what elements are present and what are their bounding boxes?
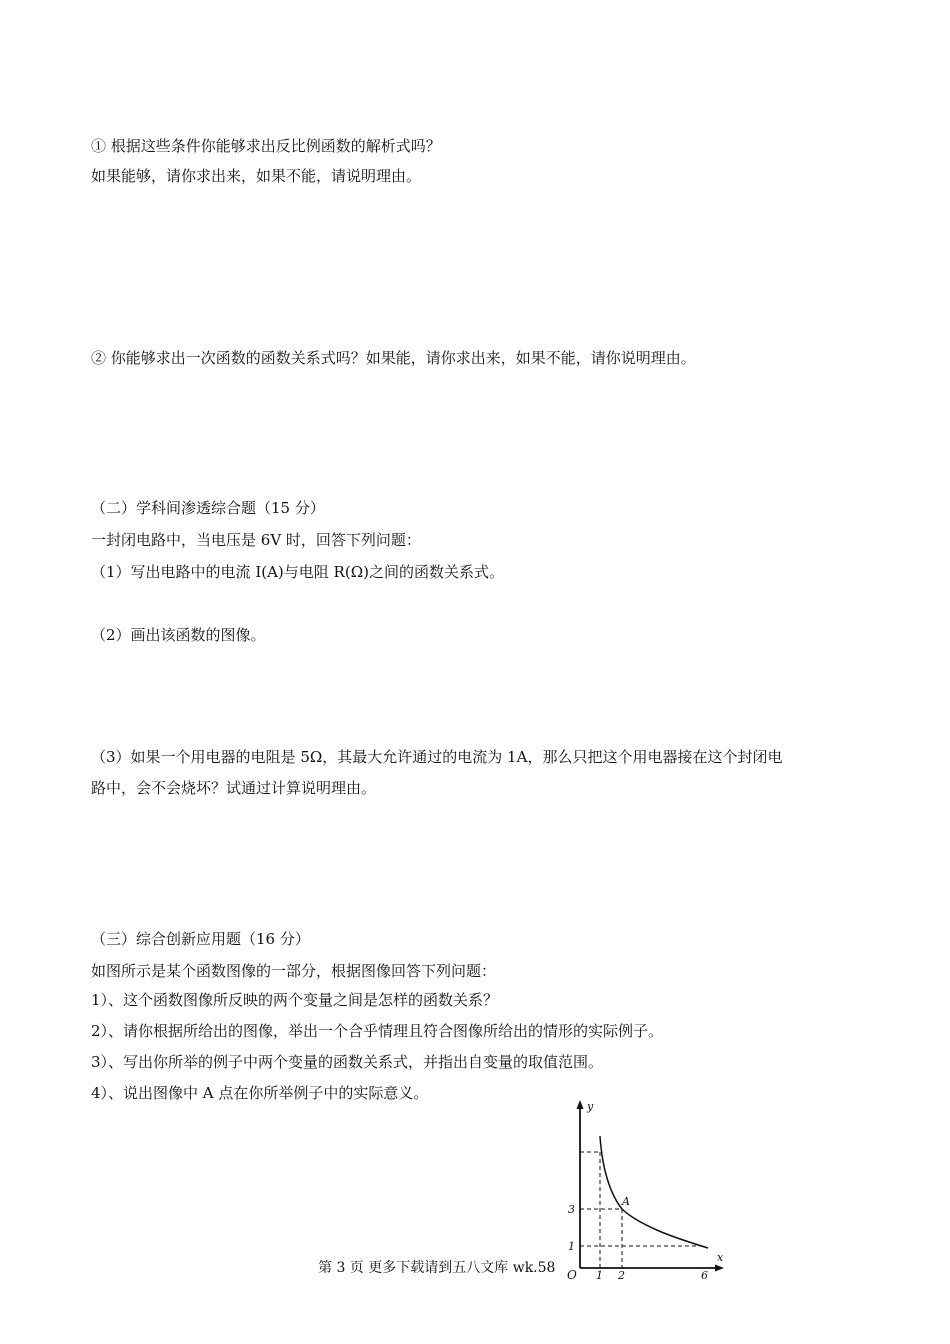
section2-item-3-line1: （3）如果一个用电器的电阻是 5Ω，其最大允许通过的电流为 1A，那么只把这个用电器接在这个封闭电 <box>91 748 783 766</box>
y-tick-label-3: 3 <box>568 1203 575 1216</box>
q1-part1-continuation: 如果能够，请你求出来，如果不能，请说明理由。 <box>91 167 422 185</box>
section3-item-2: 2）、请你根据所给出的图像，举出一个合乎情理且符合图像所给出的情形的实际例子。 <box>91 1022 664 1040</box>
x-tick-label-1: 1 <box>596 1269 603 1282</box>
x-tick-label-2: 2 <box>618 1269 625 1282</box>
section2-item-2: （2）画出该函数的图像。 <box>91 626 266 644</box>
section3-item-3: 3）、写出你所举的例子中两个变量的函数关系式，并指出自变量的取值范围。 <box>91 1053 604 1071</box>
section3-item-4: 4）、说出图像中 A 点在你所举例子中的实际意义。 <box>91 1084 429 1102</box>
x-axis-label: x <box>717 1251 724 1264</box>
x-axis-arrow-icon <box>715 1265 724 1272</box>
page-footer: 第 3 页 更多下载请到五八文库 wk.58 <box>318 1260 556 1276</box>
section2-intro: 一封闭电路中，当电压是 6V 时，回答下列问题： <box>91 531 421 549</box>
section3-item-1: 1）、这个函数图像所反映的两个变量之间是怎样的函数关系？ <box>91 991 499 1009</box>
y-axis-label: y <box>587 1100 594 1113</box>
section2-item-1: （1）写出电路中的电流 I(A)与电阻 R(Ω)之间的函数关系式。 <box>91 563 504 581</box>
y-axis-arrow-icon <box>577 1100 584 1109</box>
point-a-label: A <box>622 1195 630 1208</box>
section2-heading: （二）学科间渗透综合题（15 分） <box>91 499 325 517</box>
q1-part1-line: ① 根据这些条件你能够求出反比例函数的解析式吗？ <box>91 137 441 155</box>
section2-item-3-line2: 路中，会不会烧坏？试通过计算说明理由。 <box>91 779 377 797</box>
section3-intro: 如图所示是某个函数图像的一部分，根据图像回答下列问题： <box>91 962 497 980</box>
function-graph <box>560 1098 730 1283</box>
section3-heading: （三）综合创新应用题（16 分） <box>91 930 310 948</box>
q1-part2-line: ② 你能够求出一次函数的函数关系式吗？如果能，请你求出来，如果不能，请你说明理由。 <box>91 349 696 367</box>
hyperbola-curve <box>600 1136 708 1248</box>
y-tick-label-1: 1 <box>568 1240 575 1253</box>
x-tick-label-6: 6 <box>701 1269 708 1282</box>
origin-label: O <box>567 1268 577 1282</box>
